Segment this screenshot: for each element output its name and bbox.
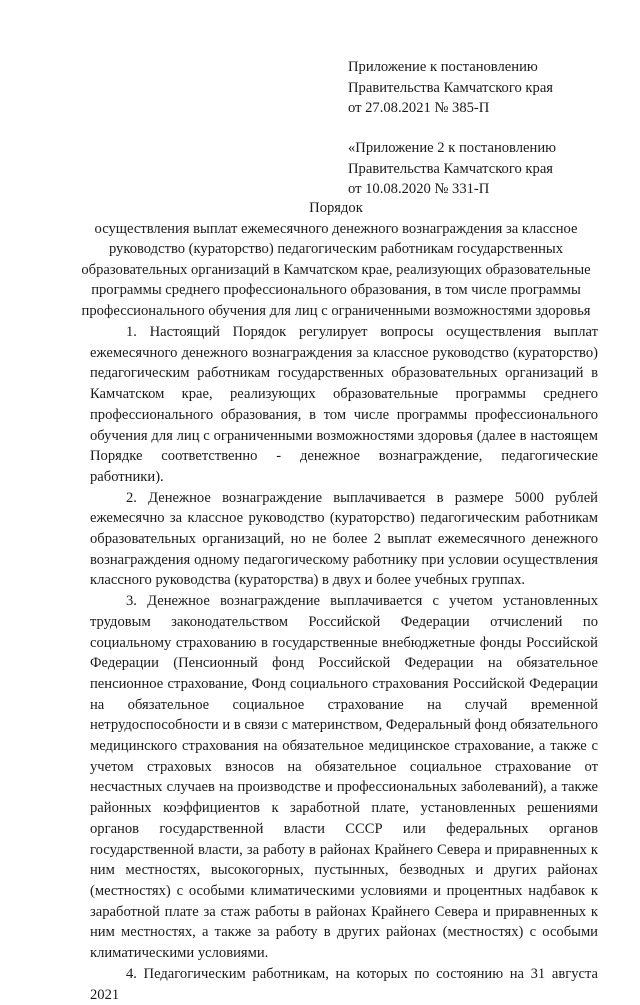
- appendix-line: Правительства Камчатского края: [348, 79, 554, 96]
- appendix-line: от 27.08.2021 № 385-П: [348, 100, 490, 116]
- paragraph-3: 3. Денежное вознаграждение выплачивается с учетом установленных трудовым законодательством Российской Федерации отчислений по социальному страхованию в государственные внебюджетные фонды Российской Федерации (Пенсионный фонд Российской Федерации на обязательное пенсионное страхование, Фонд социального страхования Российской Федерации на обязательное социальное страхование на случай временной нетрудоспособности и в связи с материнством, Федеральный фонд обязательного медицинского страхования на обязательное медицинское страхование, а также с учетом страховых взносов на обязательное социальное страхование от несчастных случаев на производстве и профессиональных заболеваний), а также районных коэффициентов к заработной плате, установленных решениями органов государственной власти СССР или федеральных органов государственной власти, за работу в районах Крайнего Севера и приравненных к ним местностях, высокогорных, пустынных, безводных и других районах (местностях) с особыми климатическими условиями и процентных надбавок к заработной плате за стаж работы в районах Крайнего Севера и приравненных к ним местностях, а также за работу в других районах (местностях) с особыми климатическими условиями.: [90, 593, 598, 962]
- paragraph-1: 1. Настоящий Порядок регулирует вопросы осуществления выплат ежемесячного денежного вознаграждения за классное руководство (кураторство) педагогическим работникам государственных образовательных организаций в Камчатском крае, реализующих образовательные программы среднего профессионального образования, в том числе программы профессионального обучения для лиц с ограниченными возможностями здоровья (далее в настоящем Порядке соответственно - денежное вознаграждение, педагогические работники).: [90, 324, 598, 485]
- title-line: профессионального обучения для лиц с ограниченными возможностями здоровья: [81, 302, 591, 319]
- title-line: осуществления выплат ежемесячного денежного вознаграждения за классное: [94, 220, 578, 237]
- title-line: руководство (кураторство) педагогическим работникам государственных: [108, 241, 564, 257]
- title-line: программы среднего профессионального образования, в том числе программы: [91, 282, 581, 298]
- document-body: [90, 322, 598, 1005]
- paragraph-2: 2. Денежное вознаграждение выплачивается в размере 5000 рублей ежемесячно за классное руководство (кураторство) педагогическим работникам образовательных организаций, но не более 2 выплат ежемесячного денежного вознаграждения одному педагогическому работнику при условии осуществления классного руководства (кураторства) в двух и более учебных группах.: [90, 489, 598, 589]
- appendix-line: Правительства Камчатского края: [348, 160, 554, 177]
- appendix-header-current: [348, 57, 628, 119]
- appendix-line: от 10.08.2020 № 331-П: [348, 181, 490, 197]
- appendix-line: «Приложение 2 к постановлению: [348, 140, 557, 156]
- title-heading: Порядок: [309, 200, 363, 216]
- paragraph-4: 4. Педагогическим работникам, на которых по состоянию на 31 августа 2021: [90, 965, 598, 1003]
- appendix-header-original: [348, 138, 628, 200]
- appendix-line: Приложение к постановлению: [348, 59, 538, 75]
- title-line: образовательных организаций в Камчатском крае, реализующих образовательные: [81, 261, 591, 278]
- document-title: [40, 198, 632, 321]
